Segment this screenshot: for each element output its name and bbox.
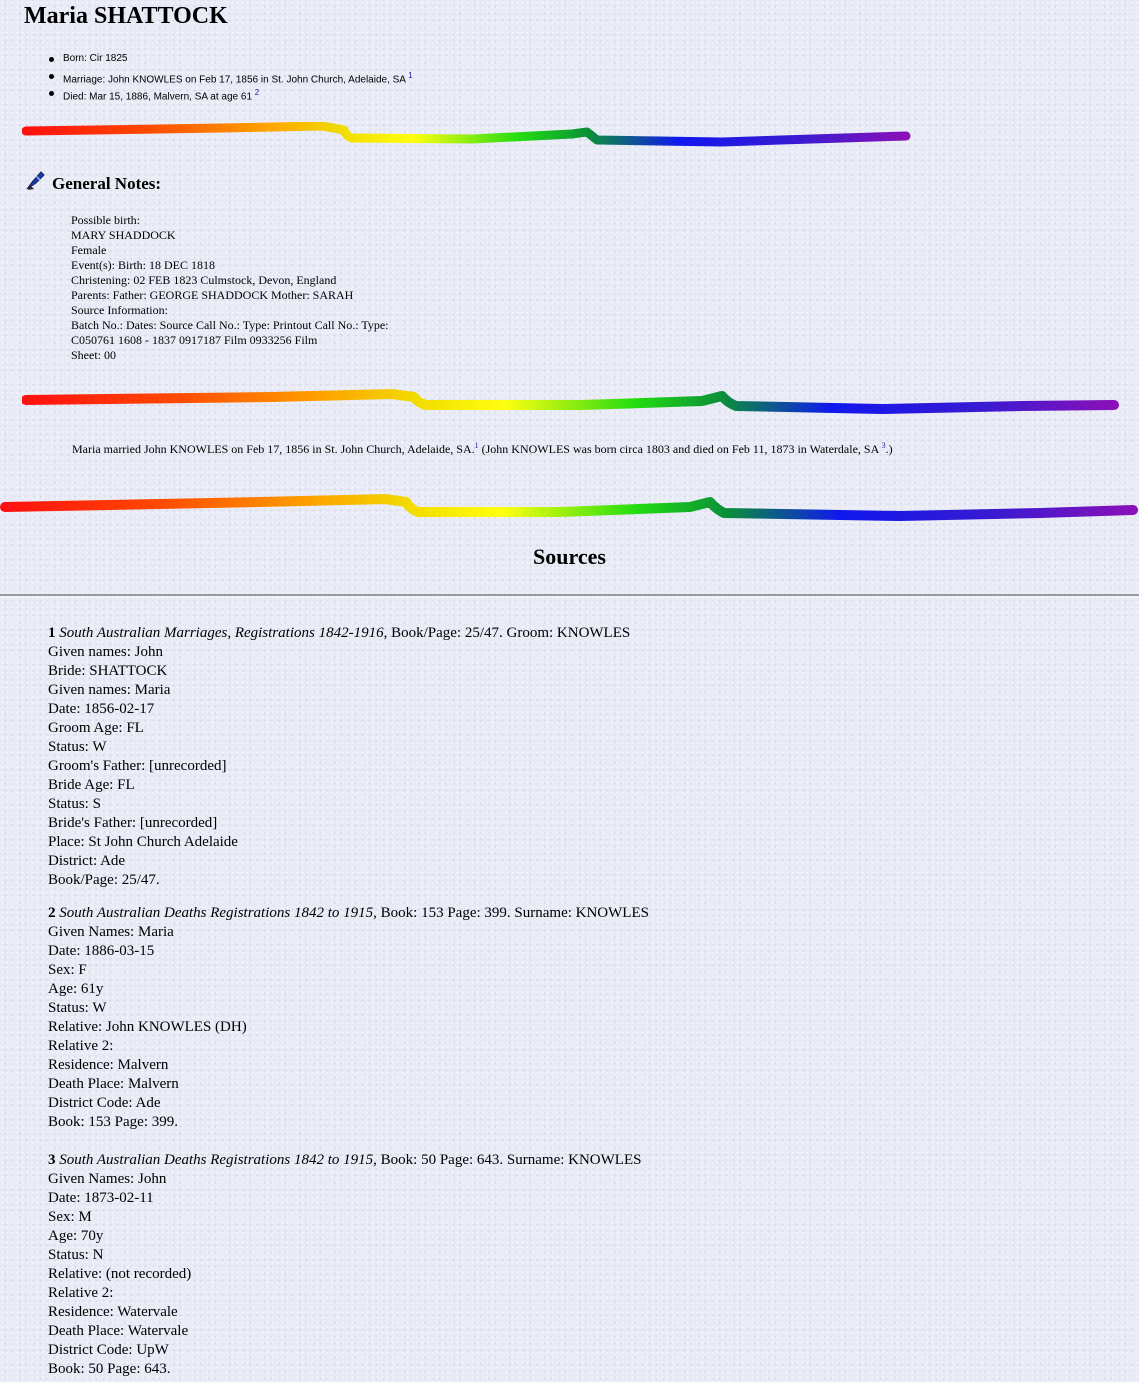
source-line: Sex: F	[48, 962, 87, 978]
sources-heading: Sources	[533, 544, 606, 569]
source-line: Status: N	[48, 1247, 104, 1263]
fact-birth	[48, 50, 413, 67]
source-details: , Book: 153 Page: 399. Surname: KNOWLES	[373, 905, 649, 921]
fact-text: Born: Cir 1825	[63, 53, 128, 64]
general-notes-text	[71, 213, 389, 363]
source-line: Given names: John	[48, 644, 163, 660]
source-title: South Australian Marriages, Registrations 1842-1916	[59, 625, 384, 641]
fact-text: Died: Mar 15, 1886, Malvern, SA at age 61	[63, 91, 252, 103]
source-line: Date: 1856-02-17	[48, 701, 155, 717]
source-line: Age: 61y	[48, 981, 104, 997]
rainbow-divider	[22, 122, 912, 148]
page-title: Maria SHATTOCK	[24, 3, 228, 29]
note-line: Female	[71, 243, 107, 257]
source-line: District Code: UpW	[48, 1342, 169, 1358]
rainbow-divider	[22, 385, 1120, 415]
source-lines	[48, 1170, 641, 1379]
source-header	[48, 1151, 641, 1170]
rainbow-divider	[0, 492, 1139, 522]
source-line: Residence: Watervale	[48, 1304, 178, 1320]
source-line: Given names: Maria	[48, 682, 171, 698]
note-line: Sheet: 00	[71, 348, 116, 362]
source-line: Bride Age: FL	[48, 777, 135, 793]
source-line: Relative: (not recorded)	[48, 1266, 192, 1282]
source-line: Groom Age: FL	[48, 720, 144, 736]
footnote-link[interactable]: 2	[254, 88, 260, 97]
source-lines	[48, 643, 630, 890]
footnote-link[interactable]: 1	[474, 441, 479, 450]
general-notes-heading: General Notes:	[52, 174, 162, 193]
footnote-link[interactable]: 1	[408, 71, 413, 80]
source-line: Given Names: John	[48, 1171, 167, 1187]
note-line: Source Information:	[71, 303, 168, 317]
source-details: , Book/Page: 25/47. Groom: KNOWLES	[383, 625, 631, 641]
sources-divider	[0, 594, 1139, 597]
source-title: South Australian Deaths Registrations 1842 to 1915	[59, 905, 374, 921]
source-number: 2	[48, 905, 56, 921]
source-line: Death Place: Watervale	[48, 1323, 189, 1339]
source-header	[48, 904, 649, 923]
fact-text: Marriage: John KNOWLES on Feb 17, 1856 in St. John Church, Adelaide, SA	[63, 74, 406, 86]
note-line: C050761 1608 - 1837 0917187 Film 0933256 Film	[71, 333, 318, 347]
source-line: Death Place: Malvern	[48, 1076, 179, 1092]
source-line: District Code: Ade	[48, 1095, 161, 1111]
source-header	[48, 624, 630, 643]
source-line: Relative: John KNOWLES (DH)	[48, 1019, 247, 1035]
quill-pen-icon	[24, 170, 46, 192]
source-line: Date: 1886-03-15	[48, 943, 155, 959]
source-line: Bride's Father: [unrecorded]	[48, 815, 218, 831]
source-number: 3	[48, 1152, 56, 1168]
source-line: Status: W	[48, 1000, 107, 1016]
spouse-text: (John KNOWLES was born circa 1803 and died on Feb 11, 1873 in Waterdale, SA	[478, 442, 879, 456]
marriage-text: Maria married John KNOWLES on Feb 17, 1856 in St. John Church, Adelaide, SA.	[72, 442, 475, 456]
source-line: Book: 153 Page: 399.	[48, 1114, 178, 1130]
source-line: Relative 2:	[48, 1285, 114, 1301]
source-line: Bride: SHATTOCK	[48, 663, 168, 679]
source-line: Groom's Father: [unrecorded]	[48, 758, 227, 774]
fact-death	[48, 84, 413, 101]
facts-list	[48, 50, 413, 101]
marriage-summary	[72, 438, 893, 457]
source-title: South Australian Deaths Registrations 1842 to 1915	[59, 1152, 374, 1168]
source-lines	[48, 923, 649, 1132]
note-line: Christening: 02 FEB 1823 Culmstock, Devon, England	[71, 273, 337, 287]
source-line: Relative 2:	[48, 1038, 114, 1054]
note-line: Batch No.: Dates: Source Call No.: Type: Printout Call No.: Type:	[71, 318, 389, 332]
note-line: Possible birth:	[71, 213, 141, 227]
source-line: Status: W	[48, 739, 107, 755]
source-line: Book/Page: 25/47.	[48, 872, 160, 888]
footnote-link[interactable]: 3	[881, 441, 886, 450]
source-line: District: Ade	[48, 853, 126, 869]
fact-marriage	[48, 67, 413, 84]
source-line: Sex: M	[48, 1209, 92, 1225]
source-details: , Book: 50 Page: 643. Surname: KNOWLES	[373, 1152, 642, 1168]
note-line: MARY SHADDOCK	[71, 228, 176, 242]
source-entry-3	[48, 1151, 641, 1379]
closing-text: .)	[885, 442, 893, 456]
source-line: Place: St John Church Adelaide	[48, 834, 238, 850]
note-line: Event(s): Birth: 18 DEC 1818	[71, 258, 215, 272]
source-line: Age: 70y	[48, 1228, 104, 1244]
source-number: 1	[48, 625, 56, 641]
source-line: Date: 1873-02-11	[48, 1190, 154, 1206]
source-entry-2	[48, 904, 649, 1132]
source-line: Book: 50 Page: 643.	[48, 1361, 171, 1377]
source-line: Residence: Malvern	[48, 1057, 169, 1073]
source-line: Status: S	[48, 796, 101, 812]
note-line: Parents: Father: GEORGE SHADDOCK Mother: SARAH	[71, 288, 354, 302]
source-line: Given Names: Maria	[48, 924, 174, 940]
source-entry-1	[48, 624, 630, 890]
